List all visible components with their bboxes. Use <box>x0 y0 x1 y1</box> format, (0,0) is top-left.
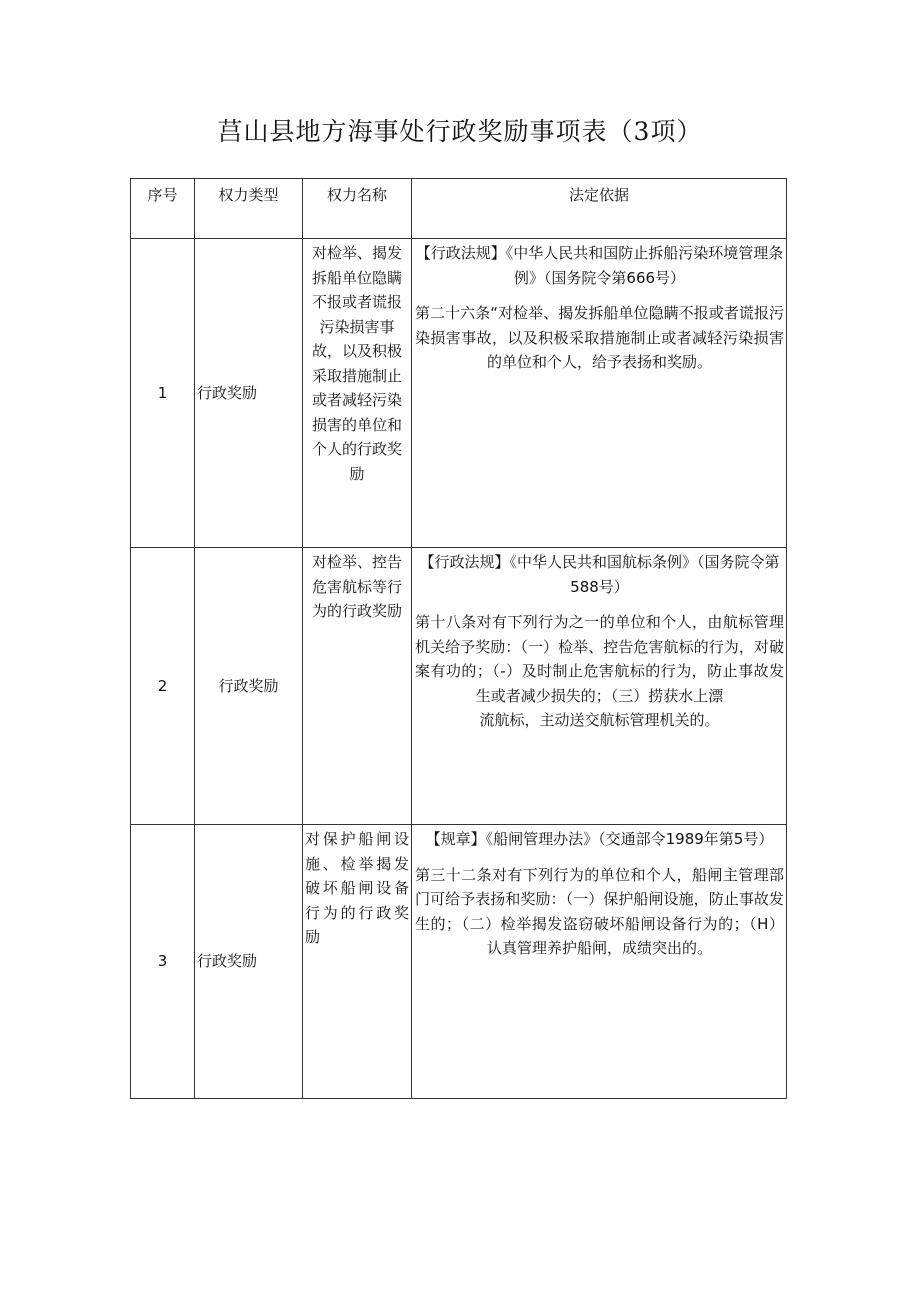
row-index: 2 <box>131 548 195 825</box>
row-index: 1 <box>131 239 195 548</box>
row-power-type: 行政奖励 <box>195 825 303 1099</box>
law-source: 【行政法规】《中华人民共和国航标条例》（国务院令第588号） <box>419 553 780 596</box>
header-power-name: 权力名称 <box>303 179 412 239</box>
law-source: 【规章】《船闸管理办法》（交通部令1989年第5号） <box>425 830 774 848</box>
row-power-name: 对检举、揭发拆船单位隐瞒不报或者谎报污染损害事故，以及积极采取措施制止或者减轻污染损害的单位和个人的行政奖励 <box>303 239 412 548</box>
header-legal-basis: 法定依据 <box>412 179 787 239</box>
table-row <box>131 825 787 1099</box>
page-title: 莒山县地方海事处行政奖励事项表（3项） <box>217 117 703 146</box>
law-article-continued: 流航标，主动送交航标管理机关的。 <box>479 711 720 729</box>
row-power-type: 行政奖励 <box>195 239 303 548</box>
header-power-type: 权力类型 <box>195 179 303 239</box>
row-legal-basis <box>412 548 787 825</box>
law-article: 第二十六条“对检举、揭发拆船单位隐瞒不报或者谎报污染损害事故，以及积极采取措施制止或者减轻污染损害的单位和个人，给予表扬和奖励。 <box>415 304 784 371</box>
rewards-table <box>130 178 787 1099</box>
law-article: 第三十二条对有下列行为的单位和个人，船闸主管理部门可给予表扬和奖励：（一）保护船闸设施，防止事故发生的；（二）检举揭发盗窃破坏船闸设备行为的；（H）认真管理养护船闸，成绩突出的。 <box>415 865 784 957</box>
table-row <box>131 239 787 548</box>
row-power-name: 对检举、控告危害航标等行为的行政奖励 <box>303 548 412 825</box>
table-header-row <box>131 179 787 239</box>
row-index: 3 <box>131 825 195 1099</box>
row-legal-basis <box>412 825 787 1099</box>
law-article: 第十八条对有下列行为之一的单位和个人，由航标管理机关给予奖励：（一）检举、控告危害航标的行为，对破案有功的；（-）及时制止危害航标的行为，防止事故发生或者减少损失的；（三）捞获水上漂 <box>415 613 784 705</box>
table-row <box>131 548 787 825</box>
law-source: 【行政法规】《中华人民共和国防止拆船污染环境管理条例》（国务院令第666号） <box>415 244 784 287</box>
header-index: 序号 <box>131 179 195 239</box>
row-legal-basis <box>412 239 787 548</box>
row-power-name: 对保护船闸设施、检举揭发破坏船闸设备行为的行政奖励 <box>303 825 412 1099</box>
row-power-type: 行政奖励 <box>195 548 303 825</box>
